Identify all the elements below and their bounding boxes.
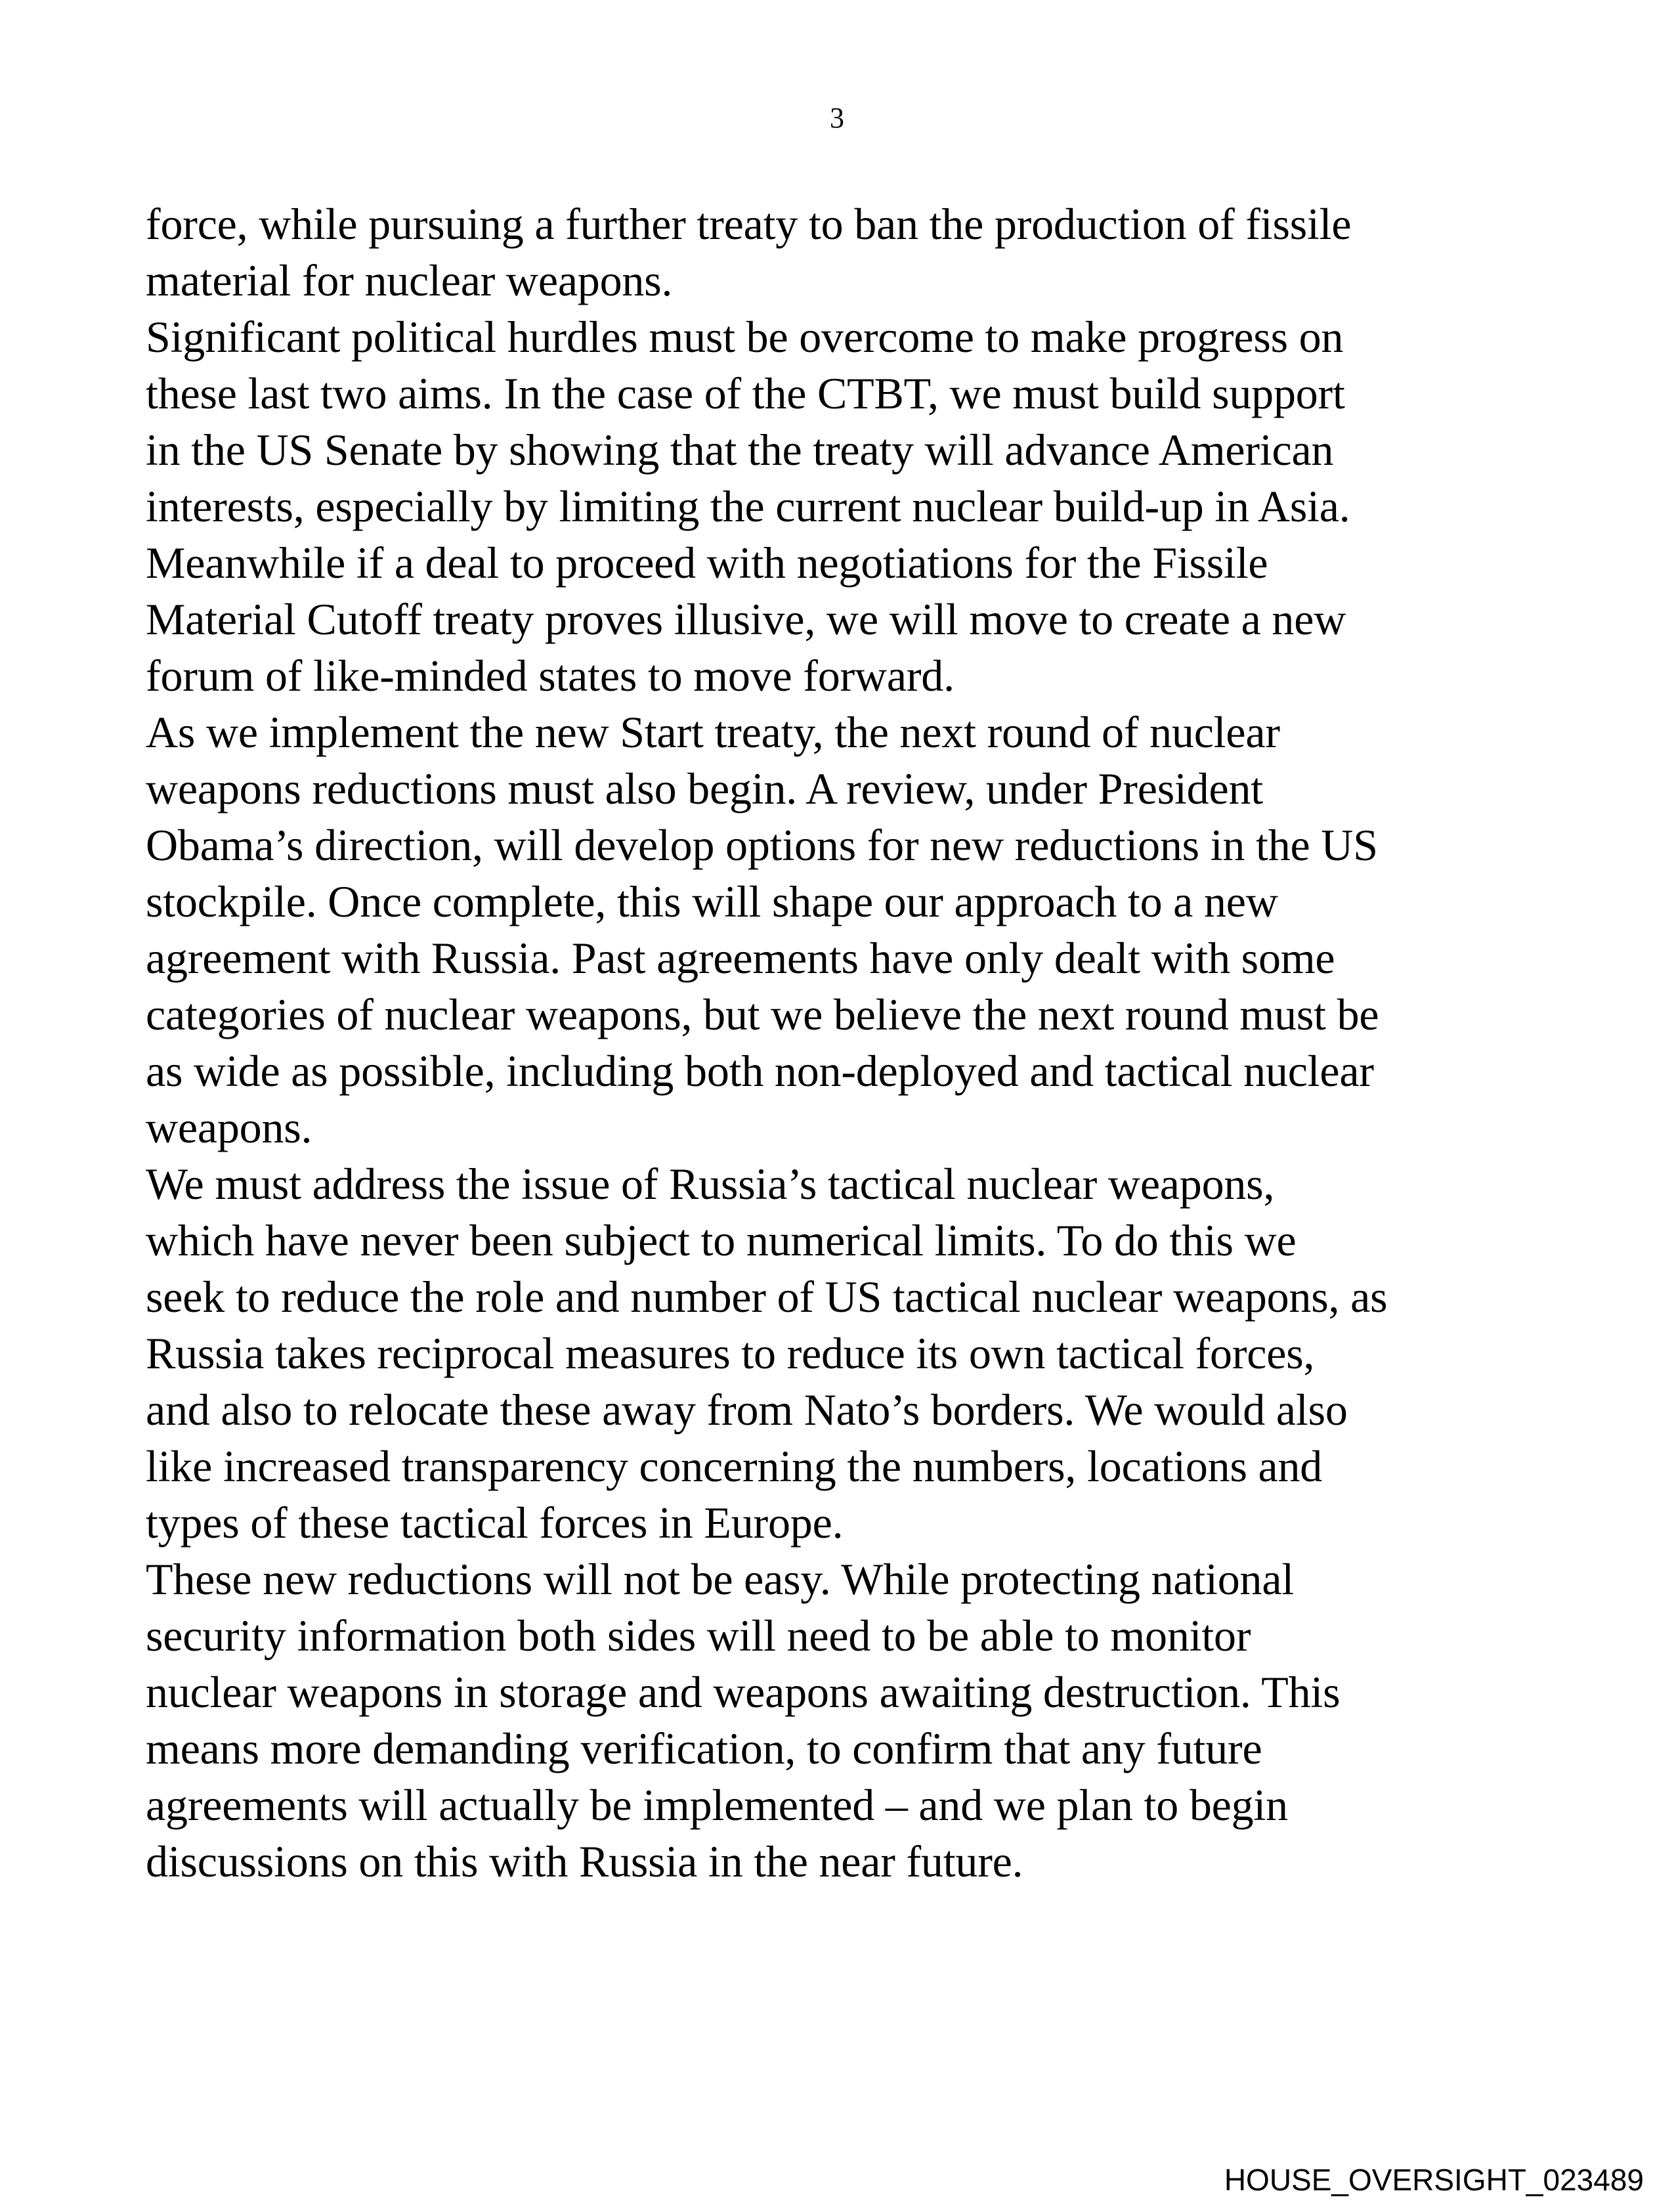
text-line: nuclear weapons in storage and weapons awaiting destruction. This (146, 1667, 1341, 1717)
text-line: Significant political hurdles must be overcome to make progress on (146, 312, 1344, 362)
text-line: seek to reduce the role and number of US tactical nuclear weapons, as (146, 1272, 1388, 1322)
text-line: security information both sides will need to be able to monitor (146, 1611, 1251, 1660)
text-line: weapons. (146, 1102, 312, 1152)
text-line: forum of like-minded states to move forward. (146, 651, 955, 701)
text-line: means more demanding verification, to confirm that any future (146, 1724, 1262, 1773)
text-line: categories of nuclear weapons, but we believe the next round must be (146, 989, 1379, 1039)
text-line: force, while pursuing a further treaty to ban the production of fissile (146, 199, 1352, 249)
text-line: which have never been subject to numerical limits. To do this we (146, 1215, 1297, 1265)
text-line: and also to relocate these away from Nato’s borders. We would also (146, 1385, 1348, 1435)
text-line: As we implement the new Start treaty, the next round of nuclear (146, 707, 1280, 757)
text-line: discussions on this with Russia in the near future. (146, 1836, 1023, 1886)
page-number: 3 (830, 102, 844, 134)
text-line: Russia takes reciprocal measures to reduce its own tactical forces, (146, 1328, 1315, 1378)
text-line: These new reductions will not be easy. While protecting national (146, 1554, 1295, 1604)
text-line: like increased transparency concerning the numbers, locations and (146, 1441, 1323, 1491)
text-line: agreement with Russia. Past agreements have only dealt with some (146, 933, 1335, 983)
document-bates-id: HOUSE_OVERSIGHT_023489 (1224, 2163, 1644, 2197)
text-line: We must address the issue of Russia’s tactical nuclear weapons, (146, 1159, 1275, 1209)
text-line: in the US Senate by showing that the treaty will advance American (146, 425, 1334, 475)
text-line: agreements will actually be implemented – and we plan to begin (146, 1780, 1288, 1830)
text-line: Meanwhile if a deal to proceed with negotiations for the Fissile (146, 538, 1268, 588)
text-line: types of these tactical forces in Europe. (146, 1498, 844, 1548)
text-line: material for nuclear weapons. (146, 255, 673, 305)
text-line: interests, especially by limiting the current nuclear build-up in Asia. (146, 481, 1350, 531)
text-line: Obama’s direction, will develop options for new reductions in the US (146, 820, 1378, 870)
text-line: stockpile. Once complete, this will shape our approach to a new (146, 877, 1278, 926)
document-body (146, 196, 1590, 1890)
text-line: Material Cutoff treaty proves illusive, we will move to create a new (146, 594, 1346, 644)
text-line: weapons reductions must also begin. A review, under President (146, 764, 1263, 813)
text-line: as wide as possible, including both non-deployed and tactical nuclear (146, 1046, 1374, 1096)
text-line: these last two aims. In the case of the CTBT, we must build support (146, 368, 1345, 418)
